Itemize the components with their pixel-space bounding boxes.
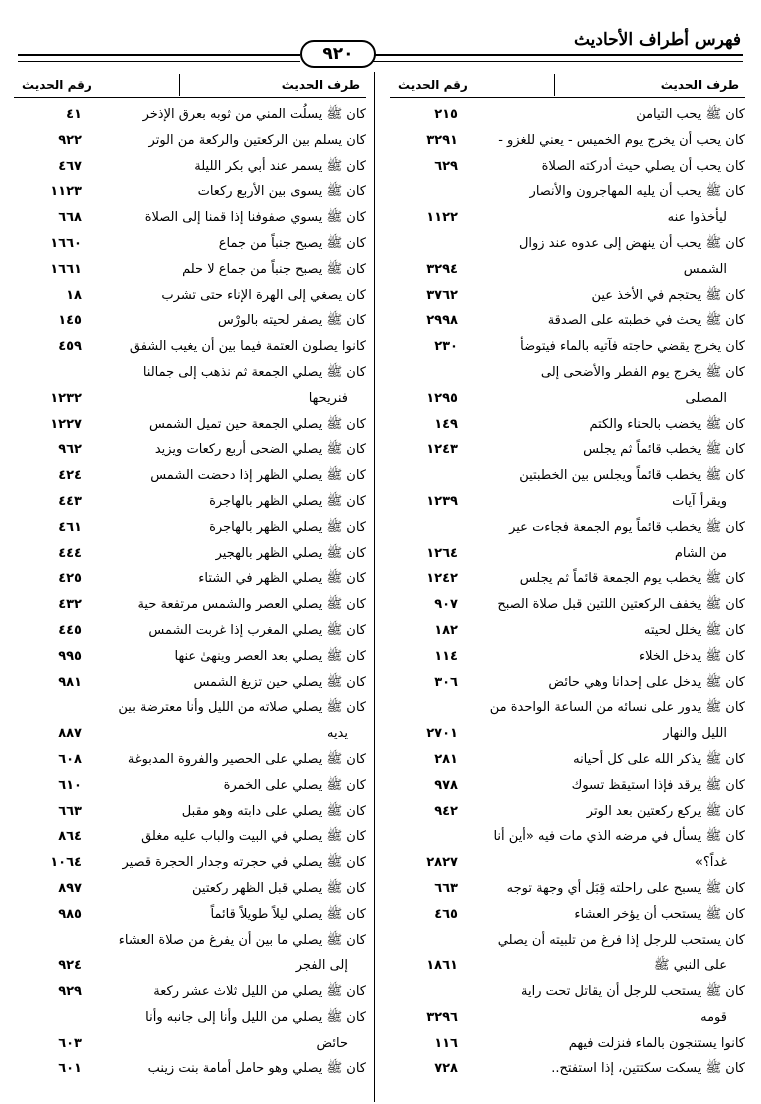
entry-text: كان ﷺ يصلي على دابته وهو مقبل (181, 803, 366, 819)
entry-number: ٩٨١ (58, 674, 82, 690)
entry-text: كان ﷺ يصلي قبل الظهر ركعتين (192, 880, 366, 896)
index-entry (390, 928, 745, 954)
entry-number: ٩٦٢ (58, 442, 82, 458)
entry-number: ٣٠٦ (434, 674, 458, 690)
entry-number: ٢١٥ (434, 107, 458, 122)
index-entry (390, 953, 745, 979)
index-entry (14, 799, 366, 825)
entry-number: ١٦٦٠ (50, 235, 82, 251)
index-entry (390, 308, 745, 334)
entry-text: كان ﷺ يدخل الخلاء (639, 648, 745, 664)
index-entry (14, 205, 366, 231)
index-entry (390, 1056, 745, 1082)
index-entry (14, 179, 366, 205)
index-entry (390, 179, 745, 205)
index-entry (390, 463, 745, 489)
index-entry (390, 412, 745, 438)
index-entry (390, 721, 745, 747)
index-entry (14, 850, 366, 876)
entry-number: ٢٧٠١ (426, 726, 458, 742)
entry-number: ١٢٤٣ (426, 442, 458, 458)
entry-text: كان ﷺ يسلُت المني من ثوبه بعرق الإذخر (142, 107, 366, 122)
entry-text: كان يخرج يقضي حاجته فآتيه بالماء فيتوضأ (520, 339, 745, 355)
entry-text: كان يحب أن يصلي حيث أدركته الصلاة (541, 158, 745, 174)
entry-number: ٤٢٤ (58, 468, 82, 484)
index-entry (390, 1031, 745, 1057)
index-entry (390, 515, 745, 541)
entry-text: كان ﷺ يصلي في البيت والباب عليه مغلق (141, 829, 366, 845)
entry-text: ويقرأ آيات (672, 493, 727, 509)
entry-text: من الشام (674, 545, 727, 561)
index-entry (390, 334, 745, 360)
entry-text: كان ﷺ يصلي الضحى أربع ركعات ويزيد (154, 442, 366, 458)
entry-number: ٩٢٩ (58, 984, 82, 1000)
entry-text: كان ﷺ يصلي وهو حامل أمامة بنت زينب (147, 1061, 366, 1077)
page-number: ٩٢٠ (300, 40, 376, 68)
entry-text: كان ﷺ يصلي الظهر في الشتاء (198, 571, 366, 587)
entry-text: كان ﷺ يصلي صلاته من الليل وأنا معترضة بين (118, 700, 366, 716)
index-entry (14, 979, 366, 1005)
entry-text: كان ﷺ يصلي الظهر بالهجير (215, 545, 366, 561)
entry-text: كانوا يستنجون بالماء فنزلت فيهم (568, 1035, 745, 1051)
entry-text: كان ﷺ يصلي من الليل وأنا إلى جانبه وأنا (145, 1009, 366, 1025)
entry-text: على النبي ﷺ (653, 958, 727, 974)
entry-text: كان ﷺ يصلي العصر والشمس مرتفعة حية (137, 597, 366, 613)
entry-text: كان ﷺ يحب التيامن (636, 107, 745, 122)
entry-number: ٢٩٩٨ (426, 313, 458, 329)
index-entry (14, 876, 366, 902)
entry-number: ٢٣٠ (434, 339, 458, 355)
index-entry (390, 231, 745, 257)
column-header (390, 72, 745, 102)
entry-text: كان ﷺ يخلل لحيته (643, 622, 745, 638)
index-entry (390, 257, 745, 283)
entry-text: كان يصغي إلى الهرة الإناء حتى تشرب (161, 287, 366, 303)
index-entry (390, 102, 745, 128)
index-entry (14, 1005, 366, 1031)
index-entry (14, 489, 366, 515)
entry-text: كان ﷺ يصلي ليلاً طويلاً قائماً (210, 906, 366, 922)
entry-number: ٢٨٢٧ (426, 855, 458, 871)
entry-number: ٩٨٥ (58, 906, 82, 922)
index-entry (390, 386, 745, 412)
entry-number: ٦١٠ (58, 777, 82, 793)
entry-number: ٩٢٢ (58, 132, 82, 148)
entry-text: كان يسلم بين الركعتين والركعة من الوتر (148, 132, 366, 148)
page-title: فهرس أطراف الأحاديث (573, 30, 741, 50)
index-entry (14, 670, 366, 696)
entry-number: ١٢٦٤ (426, 545, 458, 561)
entry-text: كان ﷺ يصلي الجمعة حين تميل الشمس (149, 416, 366, 432)
index-entry (390, 541, 745, 567)
entry-number: ١١٦ (434, 1035, 458, 1051)
index-entry (14, 902, 366, 928)
entry-number: ٤١ (66, 107, 82, 122)
entry-text: كان ﷺ يركع ركعتين بعد الوتر (586, 803, 745, 819)
entry-list (14, 102, 366, 1082)
entry-text: كان ﷺ يخطب قائماً ثم يجلس (583, 442, 745, 458)
entry-text: كان ﷺ يصلي الجمعة ثم نذهب إلى جمالنا (142, 364, 366, 380)
entry-text: كان ﷺ يدور على نسائه من الساعة الواحدة من (489, 700, 745, 716)
index-entry (390, 128, 745, 154)
column-header-term: طرف الحديث (281, 78, 360, 92)
entry-list (390, 102, 745, 1082)
entry-text: كان يستحب للرجل إذا فرغ من تلبيته أن يصلي (497, 932, 745, 948)
entry-number: ١٤٩ (434, 416, 458, 432)
entry-number: ١٢٤٢ (426, 571, 458, 587)
entry-text: كان ﷺ يصلي المغرب إذا غربت الشمس (148, 622, 366, 638)
entry-text: كان ﷺ يسبح على راحلته قِبَل أي وجهة توجه (506, 880, 745, 896)
entry-number: ٨٨٧ (58, 726, 82, 742)
index-entry (390, 618, 745, 644)
entry-text: فنريحها (308, 390, 348, 406)
entry-number: ٧٢٨ (434, 1061, 458, 1077)
entry-number: ٣٧٦٢ (426, 287, 458, 303)
entry-number: ٣٢٩١ (426, 132, 458, 148)
entry-number: ٦٠٨ (58, 751, 82, 767)
column-header-rule (390, 97, 745, 98)
entry-number: ٤٢٥ (58, 571, 82, 587)
index-entry (14, 747, 366, 773)
entry-text: كان ﷺ يصبح جنباً من جماع لا حلم (182, 261, 366, 277)
header-rule-thin (348, 61, 743, 62)
entry-text: كان ﷺ يصلي حين تزيغ الشمس (193, 674, 366, 690)
index-entry (14, 566, 366, 592)
column-divider (374, 72, 375, 1102)
entry-number: ٨٩٧ (58, 880, 82, 896)
entry-number: ٦٠٣ (58, 1035, 82, 1051)
index-entry (14, 928, 366, 954)
entry-text: كان ﷺ يحب أن ينهض إلى عدوه عند زوال (518, 235, 745, 251)
column-header-divider (179, 74, 180, 96)
entry-text: كان ﷺ يرقد فإذا استيقظ تسوك (571, 777, 745, 793)
index-column-left (14, 72, 366, 1082)
index-entry (390, 773, 745, 799)
index-entry (390, 850, 745, 876)
index-entry (390, 747, 745, 773)
entry-number: ١٢٣٩ (426, 493, 458, 509)
entry-text: كان يحب أن يخرج يوم الخميس - يعني للغزو - (498, 132, 745, 148)
column-header-divider (554, 74, 555, 96)
entry-text: كان ﷺ يصلي من الليل ثلاث عشر ركعة (153, 984, 366, 1000)
index-entry (14, 721, 366, 747)
entry-text: كان ﷺ يخضب بالحناء والكتم (589, 416, 745, 432)
entry-text: قومه (700, 1009, 727, 1025)
entry-text: كان ﷺ يخرج يوم الفطر والأضحى إلى (540, 364, 745, 380)
header-rule (348, 54, 743, 56)
entry-text: كان ﷺ يسوي صفوفنا إذا قمنا إلى الصلاة (144, 210, 366, 226)
entry-number: ١٨٦١ (426, 958, 458, 974)
entry-text: الليل والنهار (663, 726, 727, 742)
entry-text: كان ﷺ يسمر عند أبي بكر الليلة (194, 158, 366, 174)
entry-number: ١٢٩٥ (426, 390, 458, 406)
entry-text: كان ﷺ يصبح جنباً من جماع (218, 235, 366, 251)
index-entry (14, 360, 366, 386)
index-entry (14, 334, 366, 360)
entry-text: إلى الفجر (295, 958, 348, 974)
entry-text: كان ﷺ يسكت سكتتين، إذا استفتح.. (551, 1061, 745, 1077)
column-header-number: رقم الحديث (22, 78, 92, 92)
entry-text: كانوا يصلون العتمة فيما بين أن يغيب الشفق (129, 339, 366, 355)
index-entry (14, 644, 366, 670)
entry-number: ٨٦٤ (58, 829, 82, 845)
entry-number: ١٠٦٤ (50, 855, 82, 871)
entry-number: ١٤٥ (58, 313, 82, 329)
index-column-right (390, 72, 745, 1082)
entry-text: كان ﷺ يصلي ما بين أن يفرغ من صلاة العشاء (118, 932, 366, 948)
entry-number: ٤٤٤ (58, 545, 82, 561)
entry-number: ١٦٦١ (50, 261, 82, 277)
index-entry (390, 283, 745, 309)
entry-text: غداً؟» (694, 855, 727, 871)
entry-number: ٦٦٣ (434, 880, 458, 896)
column-header (14, 72, 366, 102)
entry-number: ١٨ (66, 287, 82, 303)
entry-number: ٣٢٩٤ (426, 261, 458, 277)
entry-number: ٦٦٨ (58, 210, 82, 226)
index-entry (390, 902, 745, 928)
entry-text: كان ﷺ يصفر لحيته بالورْس (217, 313, 366, 329)
index-entry (390, 489, 745, 515)
entry-text: المصلى (685, 390, 727, 406)
entry-text: ليأخذوا عنه (667, 210, 727, 226)
index-entry (14, 541, 366, 567)
index-entry (14, 463, 366, 489)
index-entry (14, 283, 366, 309)
page-header (18, 0, 743, 64)
index-entry (390, 437, 745, 463)
entry-text: كان ﷺ يصلي على الحصير والفروة المدبوغة (127, 751, 366, 767)
entry-number: ٤٦١ (58, 519, 82, 535)
entry-text: كان ﷺ يذكر الله على كل أحيانه (573, 751, 745, 767)
index-entry (390, 979, 745, 1005)
index-entry (390, 824, 745, 850)
index-entry (14, 515, 366, 541)
entry-number: ٩٧٨ (434, 777, 458, 793)
entry-text: كان ﷺ يخطب يوم الجمعة قائماً ثم يجلس (519, 571, 745, 587)
entry-text: الشمس (683, 261, 727, 277)
entry-number: ١١٢٣ (50, 184, 82, 200)
entry-number: ١٢٢٧ (50, 416, 82, 432)
entry-number: ٩٤٢ (434, 803, 458, 819)
entry-number: ١١٢٢ (426, 210, 458, 226)
entry-text: كان ﷺ يحث في خطبته على الصدقة (547, 313, 745, 329)
index-entry (14, 257, 366, 283)
entry-number: ٦٠١ (58, 1061, 82, 1077)
entry-text: كان ﷺ يصلي الظهر بالهاجرة (209, 493, 366, 509)
column-header-number: رقم الحديث (398, 78, 468, 92)
index-entry (14, 128, 366, 154)
entry-number: ٤٣٢ (58, 597, 82, 613)
index-entry (14, 102, 366, 128)
index-entry (14, 437, 366, 463)
index-entry (390, 799, 745, 825)
index-entry (390, 154, 745, 180)
index-entry (14, 824, 366, 850)
index-entry (390, 566, 745, 592)
entry-number: ١٨٢ (434, 622, 458, 638)
entry-number: ٤٦٧ (58, 158, 82, 174)
entry-text: كان ﷺ يخطب قائماً يوم الجمعة فجاءت عير (509, 519, 745, 535)
header-rule-thin (18, 61, 300, 62)
entry-number: ٩٠٧ (434, 597, 458, 613)
entry-number: ٩٩٥ (58, 648, 82, 664)
index-entry (14, 231, 366, 257)
entry-number: ٦٦٣ (58, 803, 82, 819)
entry-text: كان ﷺ يصلي الظهر بالهاجرة (209, 519, 366, 535)
index-entry (390, 1005, 745, 1031)
entry-text: كان ﷺ يسوى بين الأربع ركعات (197, 184, 366, 200)
index-entry (14, 412, 366, 438)
entry-number: ١٢٣٢ (50, 390, 82, 406)
index-entry (14, 1031, 366, 1057)
index-entry (390, 592, 745, 618)
entry-text: كان ﷺ يصلي بعد العصر وينهىٰ عنها (174, 648, 366, 664)
index-entry (390, 876, 745, 902)
index-entry (14, 592, 366, 618)
index-entry (390, 360, 745, 386)
index-entry (390, 695, 745, 721)
entry-text: كان ﷺ يخطب قائماً ويجلس بين الخطبتين (519, 468, 745, 484)
entry-text: كان ﷺ يحب أن يليه المهاجرون والأنصار (529, 184, 745, 200)
index-entry (390, 644, 745, 670)
entry-text: كان ﷺ يستحب للرجل أن يقاتل تحت راية (521, 984, 745, 1000)
entry-number: ٩٢٤ (58, 958, 82, 974)
entry-number: ٤٤٥ (58, 622, 82, 638)
entry-text: كان ﷺ يستحب أن يؤخر العشاء (574, 906, 745, 922)
entry-text: كان ﷺ يخفف الركعتين اللتين قبل صلاة الصبح (497, 597, 745, 613)
entry-text: كان ﷺ يحتجم في الأخذ عين (591, 287, 745, 303)
entry-number: ٣٢٩٦ (426, 1009, 458, 1025)
column-header-term: طرف الحديث (660, 78, 739, 92)
index-entry (14, 154, 366, 180)
entry-text: كان ﷺ يصلي الظهر إذا دحضت الشمس (150, 468, 366, 484)
entry-number: ١١٤ (434, 648, 458, 664)
entry-number: ٦٢٩ (434, 158, 458, 174)
index-entry (14, 773, 366, 799)
entry-text: كان ﷺ يسأل في مرضه الذي مات فيه «أين أنا (493, 829, 745, 845)
index-entry (14, 386, 366, 412)
entry-text: كان ﷺ يدخل على إحدانا وهي حائض (548, 674, 745, 690)
entry-number: ٤٤٣ (58, 493, 82, 509)
entry-text: كان ﷺ يصلي في حجرته وجدار الحجرة قصير (122, 855, 366, 871)
index-entry (14, 953, 366, 979)
entry-text: حائض (316, 1035, 348, 1051)
index-entry (14, 618, 366, 644)
header-rule (18, 54, 300, 56)
index-entry (14, 1056, 366, 1082)
entry-text: يديه (326, 726, 348, 742)
index-entry (14, 695, 366, 721)
entry-number: ٤٥٩ (58, 339, 82, 355)
index-entry (390, 205, 745, 231)
entry-number: ٤٦٥ (434, 906, 458, 922)
index-entry (14, 308, 366, 334)
index-entry (390, 670, 745, 696)
entry-number: ٢٨١ (434, 751, 458, 767)
entry-text: كان ﷺ يصلي على الخمرة (223, 777, 366, 793)
column-header-rule (14, 97, 366, 98)
